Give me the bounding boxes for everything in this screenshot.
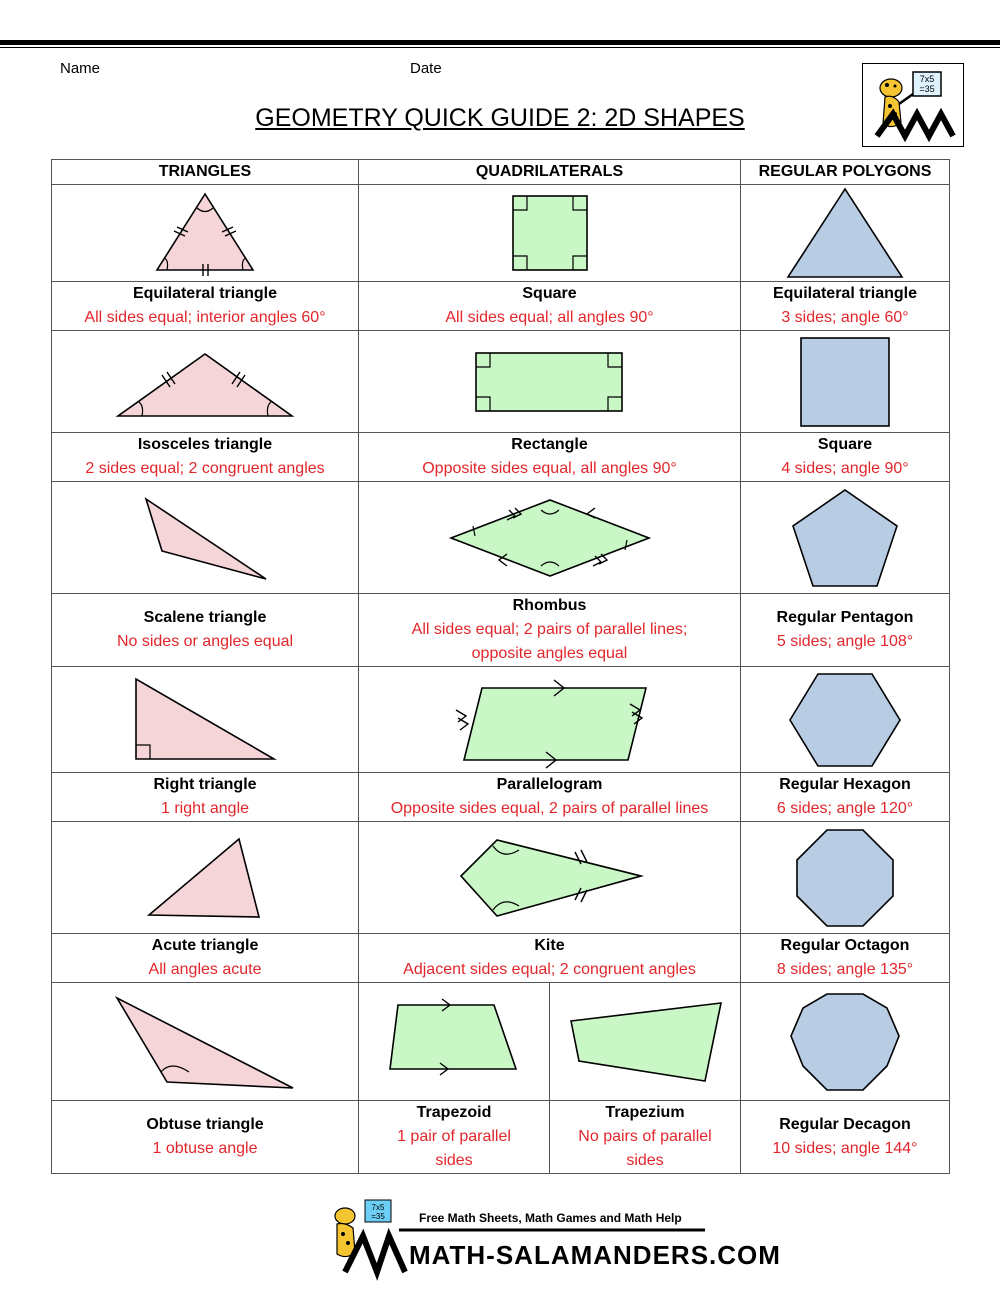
equilateral-triangle-shape: [52, 185, 359, 282]
footer-logo-text-top: 7x5: [371, 1203, 385, 1212]
logo-text-top: 7x5: [919, 74, 935, 84]
trapezium-shape: [550, 983, 741, 1101]
regular-hexagon-label: Regular Hexagon 6 sides; angle 120°: [741, 773, 950, 822]
regular-pentagon-label: Regular Pentagon 5 sides; angle 108°: [741, 594, 950, 667]
rectangle-label: Rectangle Opposite sides equal, all angles 90°: [359, 433, 741, 482]
parallelogram-shape: [359, 667, 741, 773]
regular-octagon-shape: [741, 822, 950, 934]
scalene-triangle-shape: [52, 482, 359, 594]
regular-decagon-label: Regular Decagon 10 sides; angle 144°: [741, 1101, 950, 1174]
regular-triangle-shape: [741, 185, 950, 282]
rhombus-label: Rhombus All sides equal; 2 pairs of parallel lines; opposite angles equal: [359, 594, 741, 667]
regular-hexagon-shape: [741, 667, 950, 773]
top-rule-thin: [0, 47, 1000, 48]
regular-pentagon-shape: [741, 482, 950, 594]
acute-triangle-label: Acute triangle All angles acute: [52, 934, 359, 983]
square-shape: [359, 185, 741, 282]
trapezium-label: Trapezium No pairs of parallel sides: [550, 1101, 741, 1174]
isosceles-triangle-shape: [52, 331, 359, 433]
footer-site-name[interactable]: MATH-SALAMANDERS.COM: [409, 1240, 781, 1270]
rectangle-shape: [359, 331, 741, 433]
acute-triangle-shape: [52, 822, 359, 934]
name-label: Name: [60, 60, 101, 77]
page-title: GEOMETRY QUICK GUIDE 2: 2D SHAPES: [255, 104, 745, 132]
footer-tagline: Free Math Sheets, Math Games and Math Help: [419, 1211, 682, 1225]
regular-square-shape: [741, 331, 950, 433]
column-header-triangles: TRIANGLES: [52, 160, 359, 185]
regular-square-label: Square 4 sides; angle 90°: [741, 433, 950, 482]
obtuse-triangle-label: Obtuse triangle 1 obtuse angle: [52, 1101, 359, 1174]
logo-text-bottom: =35: [919, 84, 935, 94]
right-triangle-shape: [52, 667, 359, 773]
kite-shape: [359, 822, 741, 934]
equilateral-triangle-label: Equilateral triangle All sides equal; interior angles 60°: [52, 282, 359, 331]
square-label: Square All sides equal; all angles 90°: [359, 282, 741, 331]
regular-decagon-shape: [741, 983, 950, 1101]
date-label: Date: [410, 60, 442, 77]
footer-logo-text-bottom: =35: [371, 1212, 385, 1221]
isosceles-triangle-label: Isosceles triangle 2 sides equal; 2 congruent angles: [52, 433, 359, 482]
regular-triangle-label: Equilateral triangle 3 sides; angle 60°: [741, 282, 950, 331]
regular-octagon-label: Regular Octagon 8 sides; angle 135°: [741, 934, 950, 983]
top-rule: [0, 40, 1000, 45]
scalene-triangle-label: Scalene triangle No sides or angles equal: [52, 594, 359, 667]
parallelogram-label: Parallelogram Opposite sides equal, 2 pairs of parallel lines: [359, 773, 741, 822]
rhombus-shape: [359, 482, 741, 594]
column-header-regular-polygons: REGULAR POLYGONS: [741, 160, 950, 185]
obtuse-triangle-shape: [52, 983, 359, 1101]
trapezoid-shape: [359, 983, 550, 1101]
trapezoid-label: Trapezoid 1 pair of parallel sides: [359, 1101, 550, 1174]
right-triangle-label: Right triangle 1 right angle: [52, 773, 359, 822]
footer-logo[interactable]: [325, 1196, 781, 1276]
shapes-table: [51, 159, 950, 1174]
kite-label: Kite Adjacent sides equal; 2 congruent angles: [359, 934, 741, 983]
column-header-quadrilaterals: QUADRILATERALS: [359, 160, 741, 185]
